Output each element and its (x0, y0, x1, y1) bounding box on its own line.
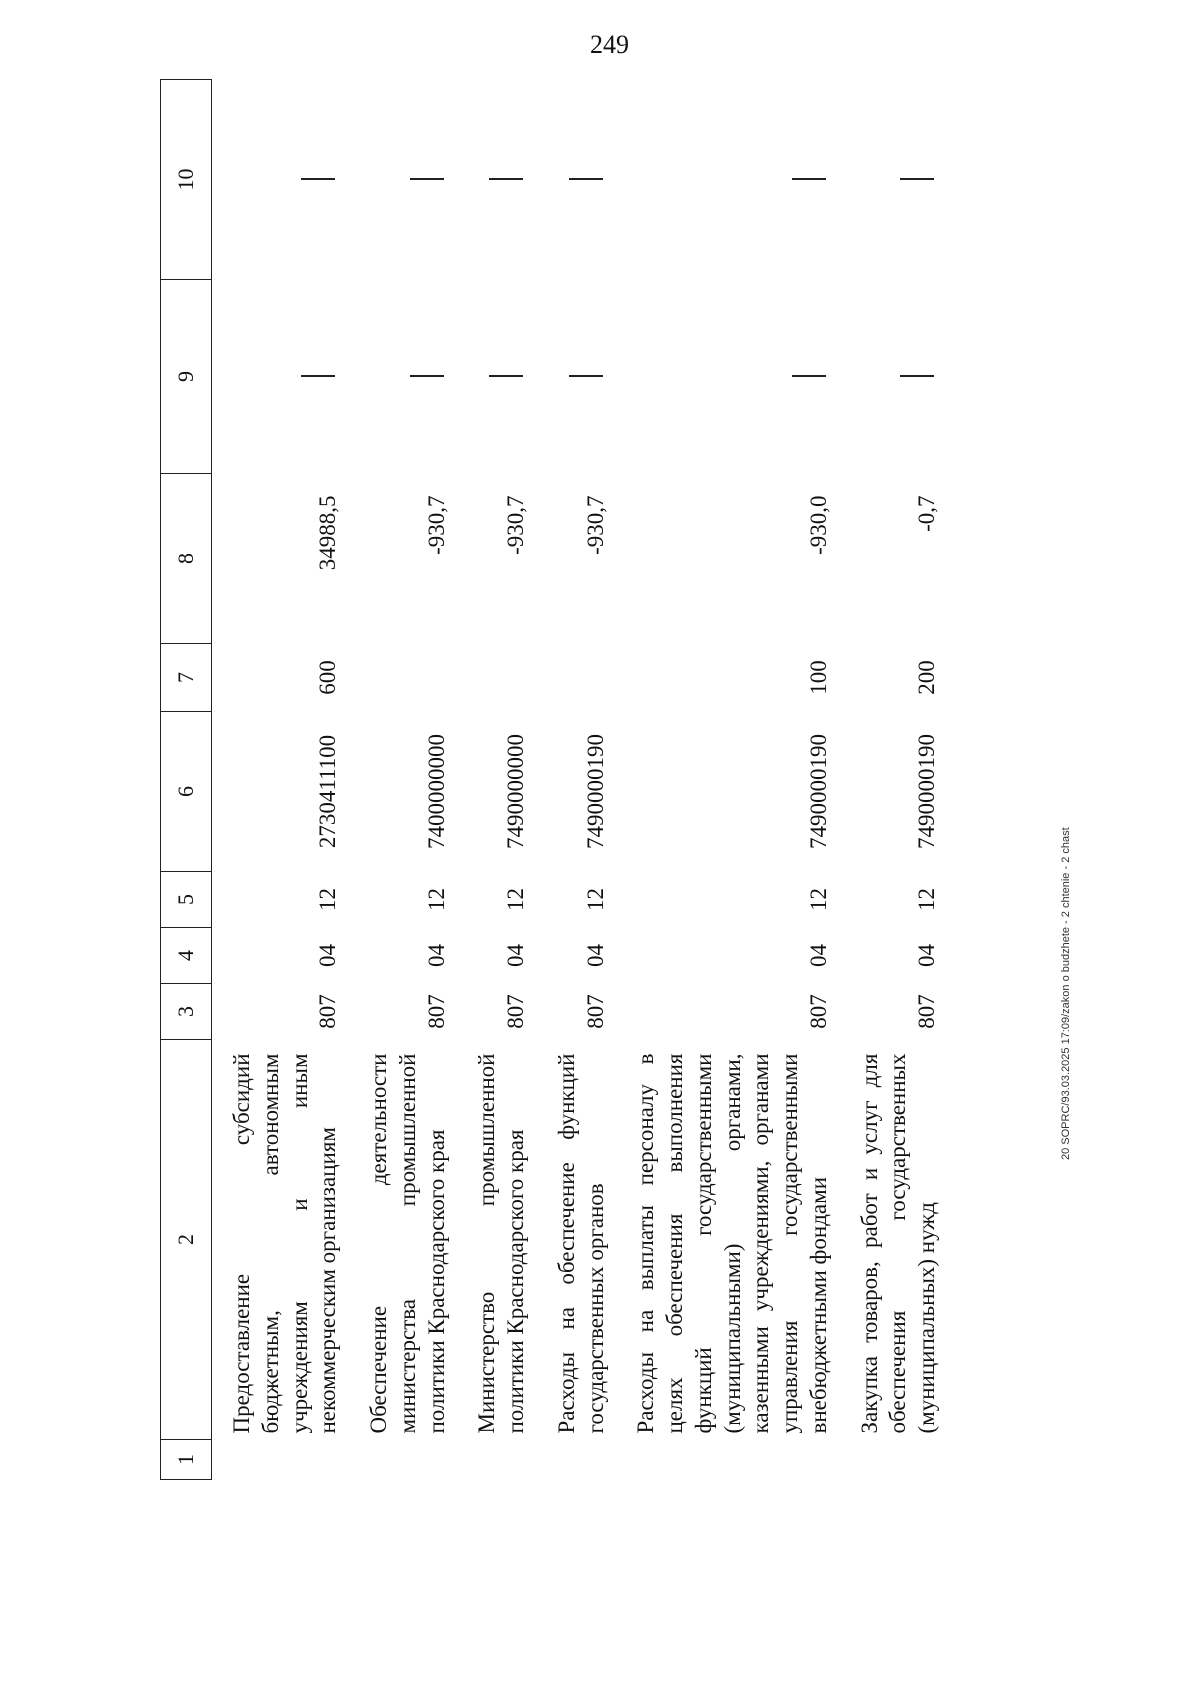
cell-c9-empty (616, 280, 839, 474)
cell-c5: 12 (914, 888, 939, 911)
col-header-5: 5 (161, 872, 212, 928)
cell-c5: 12 (423, 888, 449, 911)
col-header-10: 10 (161, 80, 212, 280)
cell-c3: 807 (423, 994, 449, 1029)
cell-c5: 12 (503, 888, 528, 911)
cell-c10-empty (616, 80, 839, 280)
cell-c10-empty (840, 80, 948, 280)
row-name: Расходы на обеспечение функций государственных органов (553, 1053, 608, 1434)
col-header-8: 8 (161, 474, 212, 644)
cell-c7: 200 (914, 660, 939, 695)
cell-c4: 04 (423, 944, 449, 967)
cell-c7 (537, 644, 617, 712)
budget-table (160, 79, 948, 1480)
cell-c8: -930,7 (582, 495, 608, 555)
cell-c8: 34988,5 (315, 495, 341, 571)
cell-c6: 7490000190 (805, 734, 831, 849)
cell-c6: 7490000000 (503, 734, 528, 849)
cell-c4: 04 (914, 944, 939, 967)
cell-c9-empty (457, 280, 537, 474)
cell-c10-empty (349, 80, 457, 280)
cell-c6: 2730411100 (315, 734, 341, 849)
cell-c4: 04 (582, 944, 608, 967)
cell-c10-empty (457, 80, 537, 280)
cell-c8: -930,0 (805, 495, 831, 555)
cell-c3: 807 (805, 994, 831, 1029)
cell-c8: -930,7 (503, 495, 528, 555)
cell-c9-empty (840, 280, 948, 474)
col-header-1: 1 (161, 1440, 212, 1480)
cell-c8: -930,7 (423, 495, 449, 555)
cell-c4: 04 (315, 944, 341, 967)
cell-c10-empty (212, 80, 350, 280)
cell-c6: 7490000190 (914, 734, 939, 849)
cell-c4: 04 (805, 944, 831, 967)
cell-c7: 600 (315, 660, 341, 695)
cell-c9-empty (349, 280, 457, 474)
cell-c9-empty (212, 280, 350, 474)
table-row (457, 80, 537, 1480)
cell-c7 (349, 644, 457, 712)
table-row (537, 80, 617, 1480)
col-header-7: 7 (161, 644, 212, 712)
cell-c6: 7400000000 (423, 734, 449, 849)
rotated-table-wrapper (160, 80, 1040, 1480)
row-name: Предоставление субсидий бюджетным, автономным учреждениям и иным некоммерческим организациям (229, 1053, 341, 1434)
cell-c3: 807 (914, 994, 939, 1029)
row-name: Закупка товаров, работ и услуг для обеспечения государственных (муниципальных) нужд (856, 1053, 939, 1434)
cell-c3: 807 (503, 994, 528, 1029)
cell-c7: 100 (805, 660, 831, 695)
col-header-9: 9 (161, 280, 212, 474)
col-header-4: 4 (161, 928, 212, 984)
cell-c10-empty (537, 80, 617, 280)
cell-c6: 7490000190 (582, 734, 608, 849)
cell-c7 (457, 644, 537, 712)
cell-c9-empty (537, 280, 617, 474)
row-name: Обеспечение деятельности министерства промышленной политики Краснодарского края (366, 1053, 449, 1434)
header-row (161, 80, 212, 1480)
cell-c8: -0,7 (914, 495, 939, 532)
cell-c3: 807 (315, 994, 341, 1029)
row-name: Министерство промышленной политики Краснодарского края (474, 1053, 528, 1434)
cell-c5: 12 (582, 888, 608, 911)
col-header-2: 2 (161, 1040, 212, 1440)
cell-c5: 12 (805, 888, 831, 911)
col-header-3: 3 (161, 984, 212, 1040)
cell-c3: 807 (582, 994, 608, 1029)
cell-c5: 12 (315, 888, 341, 911)
table-row (212, 80, 350, 1480)
table-row (616, 80, 839, 1480)
footer-file-note: 20 SOPRC/93.03.2025 17:09/zakon o budzhete - 2 chtenie - 2 chast (1060, 827, 1072, 1160)
table-row (840, 80, 948, 1480)
row-name: Расходы на выплаты персоналу в целях обеспечения выполнения функций государственными (муниципальными) органами, казенными учреждениями, органами управления государственными внебюджетными фондами (633, 1053, 831, 1434)
col-header-6: 6 (161, 712, 212, 872)
page-number: 249 (590, 30, 629, 59)
cell-c4: 04 (503, 944, 528, 967)
table-row (349, 80, 457, 1480)
